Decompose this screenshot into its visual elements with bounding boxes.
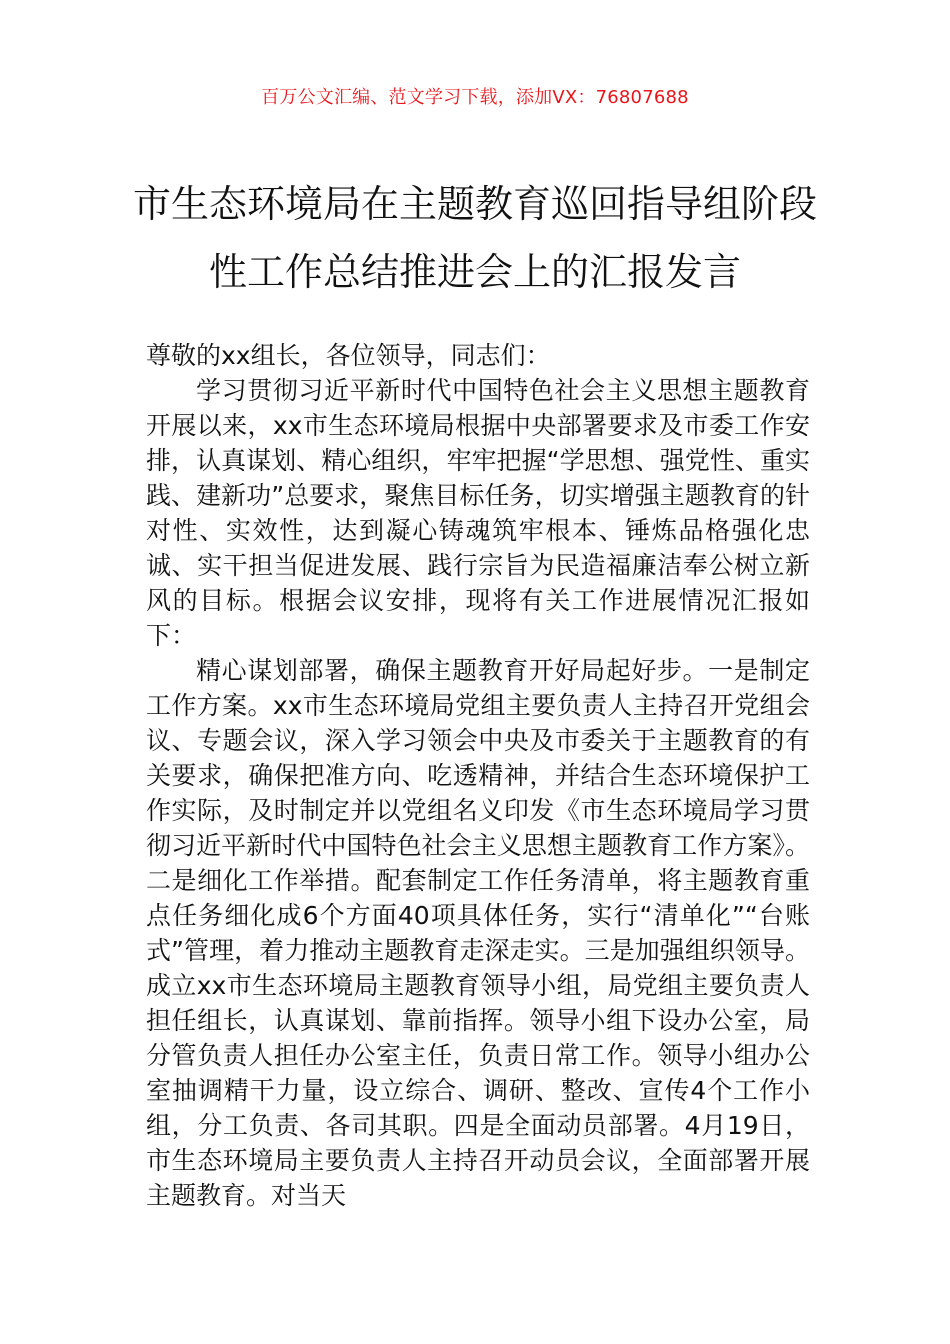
paragraph-planning: 精心谋划部署，确保主题教育开好局起好步。一是制定工作方案。xx市生态环境局党组主要负责人主持召开党组会议、专题会议，深入学习领会中央及市委关于主题教育的有关要求，确保把准方向、吃透精神，并结合生态环境保护工作实际，及时制定并以党组名义印发《市生态环境局学习贯彻习近平新时代中国特色社会主义思想主题教育工作方案》。二是细化工作举措。配套制定工作任务清单，将主题教育重点任务细化成6个方面40项具体任务，实行“清单化”“台账式”管理，着力推动主题教育走深走实。三是加强组织领导。成立xx市生态环境局主题教育领导小组，局党组主要负责人担任组长，认真谋划、靠前指挥。领导小组下设办公室，局分管负责人担任办公室主任，负责日常工作。领导小组办公室抽调精干力量，设立综合、调研、整改、宣传4个工作小组，分工负责、各司其职。四是全面动员部署。4月19日，市生态环境局主要负责人主持召开动员会议，全面部署开展主题教育。对当天 bbox=[146, 656, 810, 1210]
document-body bbox=[146, 338, 810, 1213]
title-line-1: 市生态环境局在主题教育巡回指导组阶段 bbox=[132, 182, 817, 226]
paragraph-intro: 学习贯彻习近平新时代中国特色社会主义思想主题教育开展以来，xx市生态环境局根据中央部署要求及市委工作安排，认真谋划、精心组织，牢牢把握“学思想、强党性、重实践、建新功”总要求，聚焦目标任务，切实增强主题教育的针对性、实效性，达到凝心铸魂筑牢根本、锤炼品格强化忠诚、实干担当促进发展、践行宗旨为民造福廉洁奉公树立新风的目标。根据会议安排，现将有关工作进展情况汇报如下： bbox=[146, 376, 810, 650]
salutation: 尊敬的xx组长，各位领导，同志们： bbox=[146, 341, 551, 370]
document-title bbox=[100, 170, 850, 306]
title-line-2: 性工作总结推进会上的汇报发言 bbox=[208, 250, 741, 294]
header-watermark-note: 百万公文汇编、范文学习下载，添加VX：76807688 bbox=[261, 87, 689, 108]
